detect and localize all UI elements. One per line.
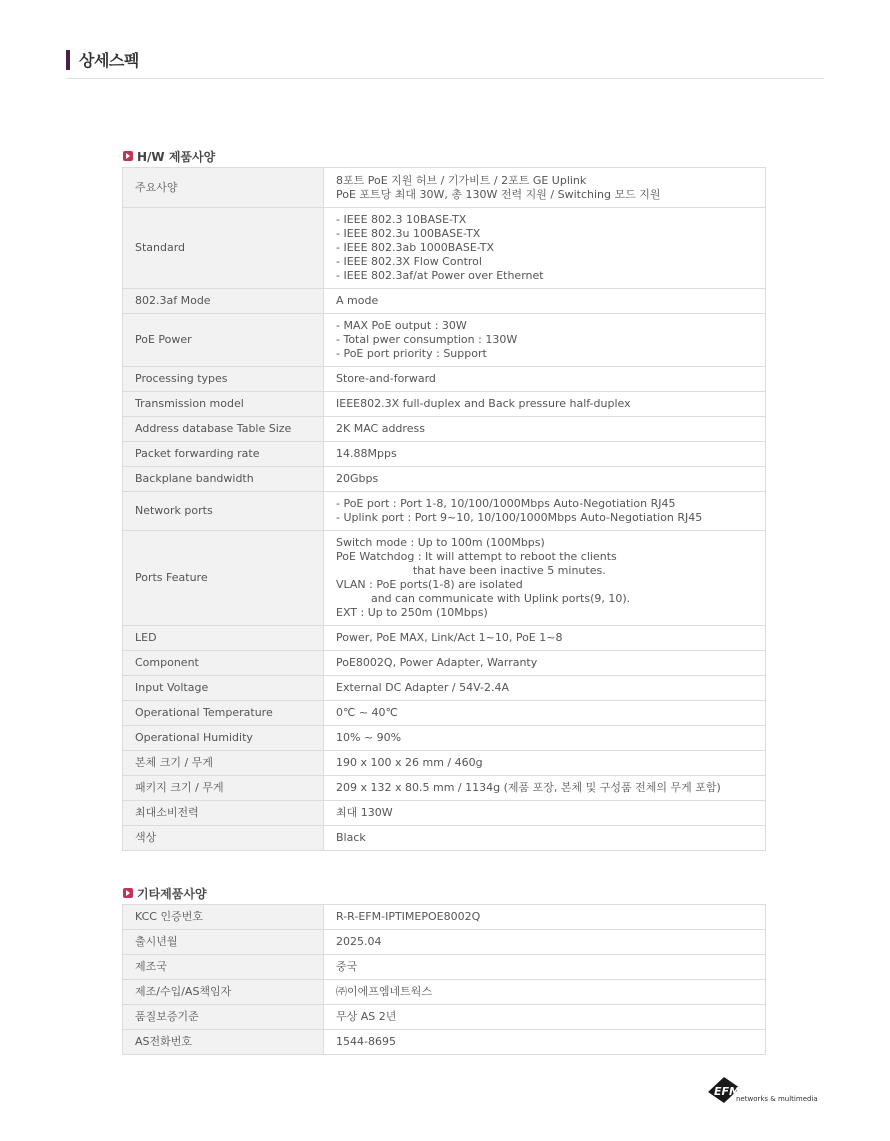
spec-value-line: 2025.04 [336,935,382,948]
spec-row [123,801,766,826]
spec-row [123,676,766,701]
spec-value [324,776,766,801]
spec-row [123,392,766,417]
spec-value-line: - IEEE 802.3 10BASE-TX [336,213,467,226]
spec-row [123,417,766,442]
hw-spec-section [122,148,766,851]
spec-row [123,955,766,980]
spec-row [123,168,766,208]
etc-section-header [122,885,766,903]
spec-value [324,905,766,930]
spec-label: Ports Feature [123,531,324,626]
spec-value [324,826,766,851]
spec-row [123,726,766,751]
spec-value-line: - IEEE 802.3X Flow Control [336,255,482,268]
efm-logo [706,1074,816,1108]
spec-row [123,930,766,955]
spec-value-line: Power, PoE MAX, Link/Act 1~10, PoE 1~8 [336,631,563,644]
spec-row [123,751,766,776]
spec-label: AS전화번호 [123,1030,324,1055]
etc-spec-table [122,904,766,1055]
spec-value-line: Store-and-forward [336,372,436,385]
spec-label: 본체 크기 / 무게 [123,751,324,776]
spec-value [324,417,766,442]
spec-value-line: ㈜이에프엠네트웍스 [336,985,433,998]
spec-value-line: and can communicate with Uplink ports(9, 10). [336,592,631,605]
spec-label: Standard [123,208,324,289]
spec-value [324,168,766,208]
spec-value-line: - PoE port priority : Support [336,347,487,360]
spec-label: KCC 인증번호 [123,905,324,930]
spec-value-line: 최대 130W [336,806,393,819]
spec-label: Operational Temperature [123,701,324,726]
spec-value-line: - IEEE 802.3ab 1000BASE-TX [336,241,494,254]
spec-value-line: 1544-8695 [336,1035,396,1048]
spec-label: 제조/수입/AS책임자 [123,980,324,1005]
title-accent-bar [66,50,70,70]
spec-value-line: 2K MAC address [336,422,425,435]
spec-label: LED [123,626,324,651]
spec-value-line: R-R-EFM-IPTIMEPOE8002Q [336,910,481,923]
spec-row [123,442,766,467]
spec-row [123,467,766,492]
spec-value [324,801,766,826]
spec-value [324,442,766,467]
spec-value-line: - PoE port : Port 1-8, 10/100/1000Mbps Auto-Negotiation RJ45 [336,497,676,510]
spec-row [123,314,766,367]
spec-value [324,492,766,531]
spec-value-line: EXT : Up to 250m (10Mbps) [336,606,488,619]
spec-row [123,626,766,651]
hw-spec-table [122,167,766,851]
spec-value-line: 중국 [336,960,358,973]
spec-value-line: - MAX PoE output : 30W [336,319,467,332]
spec-label: PoE Power [123,314,324,367]
spec-value-line: PoE8002Q, Power Adapter, Warranty [336,656,538,669]
spec-label: 주요사양 [123,168,324,208]
spec-value-line: 10% ~ 90% [336,731,402,744]
spec-value [324,726,766,751]
spec-label: 색상 [123,826,324,851]
spec-value [324,208,766,289]
spec-value [324,392,766,417]
spec-label: Processing types [123,367,324,392]
spec-row [123,208,766,289]
spec-label: Network ports [123,492,324,531]
spec-value-line: VLAN : PoE ports(1-8) are isolated [336,578,523,591]
spec-value [324,531,766,626]
logo-mark: EFM [714,1085,740,1098]
spec-value-line: 190 x 100 x 26 mm / 460g [336,756,483,769]
spec-label: Backplane bandwidth [123,467,324,492]
spec-row [123,905,766,930]
spec-label: 패키지 크기 / 무게 [123,776,324,801]
spec-value-line: 무상 AS 2년 [336,1010,397,1023]
spec-value [324,626,766,651]
spec-value-line: - IEEE 802.3af/at Power over Ethernet [336,269,544,282]
spec-value [324,930,766,955]
spec-value [324,314,766,367]
spec-value-line: - IEEE 802.3u 100BASE-TX [336,227,481,240]
spec-value-line: Switch mode : Up to 100m (100Mbps) [336,536,545,549]
spec-row [123,531,766,626]
spec-row [123,776,766,801]
etc-section-title: 기타제품사양 [137,887,207,901]
spec-value-line: - Total pwer consumption : 130W [336,333,518,346]
spec-row [123,1030,766,1055]
spec-row [123,1005,766,1030]
spec-value [324,980,766,1005]
spec-value [324,1030,766,1055]
etc-spec-section [122,885,766,1055]
spec-row [123,826,766,851]
bullet-arrow-icon [123,151,133,161]
spec-row [123,492,766,531]
spec-label: Operational Humidity [123,726,324,751]
logo-tagline: networks & multimedia [736,1095,818,1103]
spec-value-line: 14.88Mpps [336,447,397,460]
spec-value [324,289,766,314]
page-header [66,46,824,79]
hw-section-title: H/W 제품사양 [137,150,216,164]
spec-value-line: A mode [336,294,379,307]
spec-label: Component [123,651,324,676]
page-title: 상세스펙 [79,51,139,70]
spec-value-line: Black [336,831,366,844]
spec-row [123,289,766,314]
spec-value [324,701,766,726]
spec-value [324,467,766,492]
spec-label: 품질보증기준 [123,1005,324,1030]
spec-value [324,367,766,392]
spec-value-line: 20Gbps [336,472,379,485]
spec-row [123,367,766,392]
spec-value-line: External DC Adapter / 54V-2.4A [336,681,509,694]
spec-value-line: 209 x 132 x 80.5 mm / 1134g (제품 포장, 본체 및 구성품 전체의 무게 포함) [336,781,721,794]
spec-row [123,701,766,726]
spec-value-line: PoE Watchdog : It will attempt to reboot the clients [336,550,617,563]
spec-value-line: PoE 포트당 최대 30W, 총 130W 전력 지원 / Switching 모드 지원 [336,187,661,201]
spec-value [324,651,766,676]
bullet-arrow-icon [123,888,133,898]
spec-label: 출시년월 [123,930,324,955]
spec-label: Packet forwarding rate [123,442,324,467]
spec-value [324,751,766,776]
spec-label: 제조국 [123,955,324,980]
spec-row [123,980,766,1005]
spec-value-line: IEEE802.3X full-duplex and Back pressure half-duplex [336,397,631,410]
spec-value [324,955,766,980]
spec-value-line: 0℃ ~ 40℃ [336,706,398,719]
spec-value [324,1005,766,1030]
spec-value-line: - Uplink port : Port 9~10, 10/100/1000Mbps Auto-Negotiation RJ45 [336,511,703,524]
spec-row [123,651,766,676]
spec-label: 802.3af Mode [123,289,324,314]
spec-value [324,676,766,701]
spec-label: Input Voltage [123,676,324,701]
spec-value-line: 8포트 PoE 지원 허브 / 기가비트 / 2포트 GE Uplink [336,173,587,187]
spec-label: Address database Table Size [123,417,324,442]
spec-label: Transmission model [123,392,324,417]
hw-section-header [122,148,766,166]
spec-value-line: that have been inactive 5 minutes. [336,564,606,577]
spec-label: 최대소비전력 [123,801,324,826]
